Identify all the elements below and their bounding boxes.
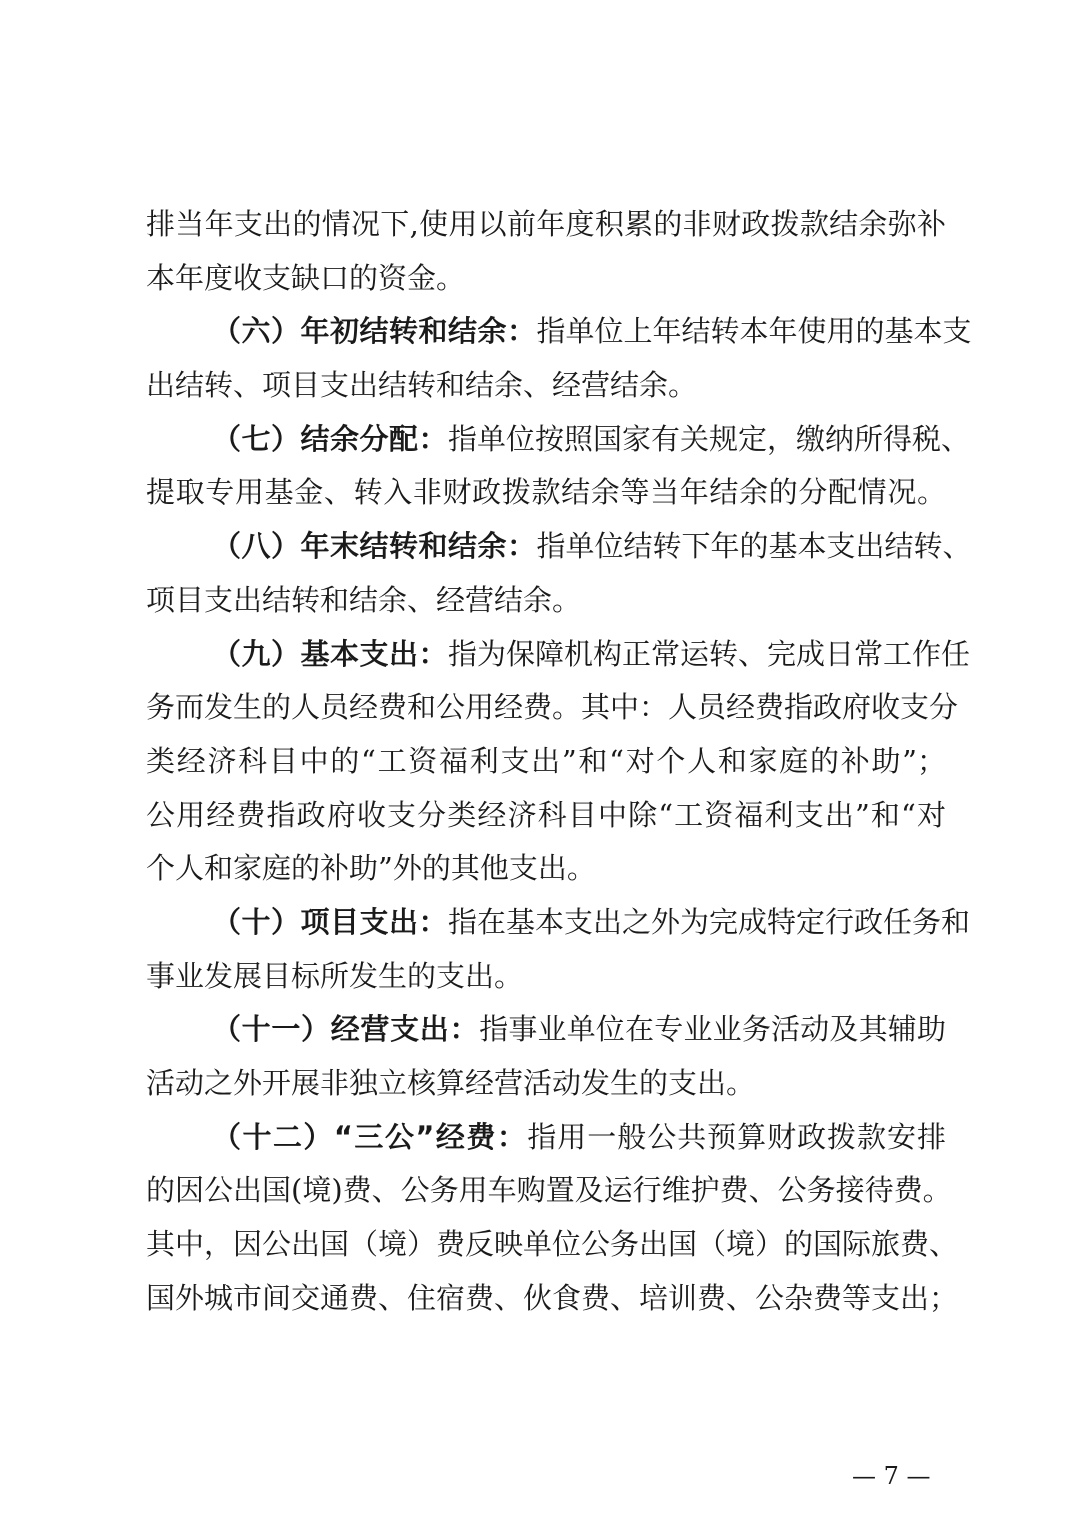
paragraph-line: 本年度收支缺口的资金。	[146, 260, 466, 295]
section-heading: （六）年初结转和结余：	[212, 314, 537, 349]
paragraph-line: 活动之外开展非独立核算经营活动发生的支出。	[146, 1066, 756, 1100]
paragraph-line: 出结转、项目支出结转和结余、经营结余。	[146, 368, 698, 403]
paragraph-line: 类经济科目中的“工资福利支出”和“对个人和家庭的补助”；	[146, 743, 946, 778]
section-text: 指用一般公共预算财政拨款安排	[527, 1119, 946, 1154]
section-heading: （九）基本支出：	[212, 636, 449, 671]
paragraph-line: 公用经费指政府收支分类经济科目中除“工资福利支出”和“对	[146, 797, 946, 832]
section-heading: （十一）经营支出：	[212, 1012, 480, 1047]
page-number: — 7 —	[852, 1462, 931, 1490]
section-heading: （八）年末结转和结余：	[212, 529, 537, 564]
section-9-line	[146, 628, 971, 682]
section-text: 指单位上年结转本年使用的基本支	[536, 314, 972, 349]
paragraph-line: 事业发展目标所发生的支出。	[146, 958, 524, 993]
paragraph-line: 务而发生的人员经费和公用经费。其中：人员经费指政府收支分	[146, 690, 959, 725]
paragraph-line: 提取专用基金、转入非财政拨款结余等当年结余的分配情况。	[146, 475, 946, 510]
section-text: 指单位结转下年的基本支出结转、	[536, 529, 972, 564]
section-6-line	[146, 305, 972, 359]
section-text: 指为保障机构正常运转、完成日常工作任	[448, 636, 971, 671]
section-12-line	[146, 1111, 946, 1165]
paragraph-line: 其中，因公出国（境）费反映单位公务出国（境）的国际旅费、	[146, 1227, 959, 1262]
paragraph-line: 个人和家庭的补助”外的其他支出。	[146, 851, 596, 886]
section-heading: （七）结余分配：	[212, 421, 449, 456]
section-8-line	[146, 520, 972, 574]
section-heading: （十）项目支出：	[212, 904, 449, 939]
section-10-line	[146, 896, 971, 950]
section-heading: （十二）“三公”经费：	[212, 1119, 528, 1154]
paragraph-line: 项目支出结转和结余、经营结余。	[146, 582, 582, 617]
section-11-line	[146, 1003, 946, 1057]
section-7-line	[146, 413, 971, 467]
section-text: 指在基本支出之外为完成特定行政任务和	[448, 904, 971, 939]
paragraph-line: 的因公出国(境)费、公务用车购置及运行维护费、公务接待费。	[146, 1173, 952, 1208]
paragraph-line: 国外城市间交通费、住宿费、伙食费、培训费、公杂费等支出；	[146, 1280, 959, 1315]
paragraph-line: 排当年支出的情况下,使用以前年度积累的非财政拨款结余弥补	[146, 207, 946, 241]
document-body	[146, 198, 972, 1325]
section-text: 指单位按照国家有关规定，缴纳所得税、	[448, 421, 971, 456]
section-text: 指事业单位在专业业务活动及其辅助	[479, 1012, 946, 1047]
